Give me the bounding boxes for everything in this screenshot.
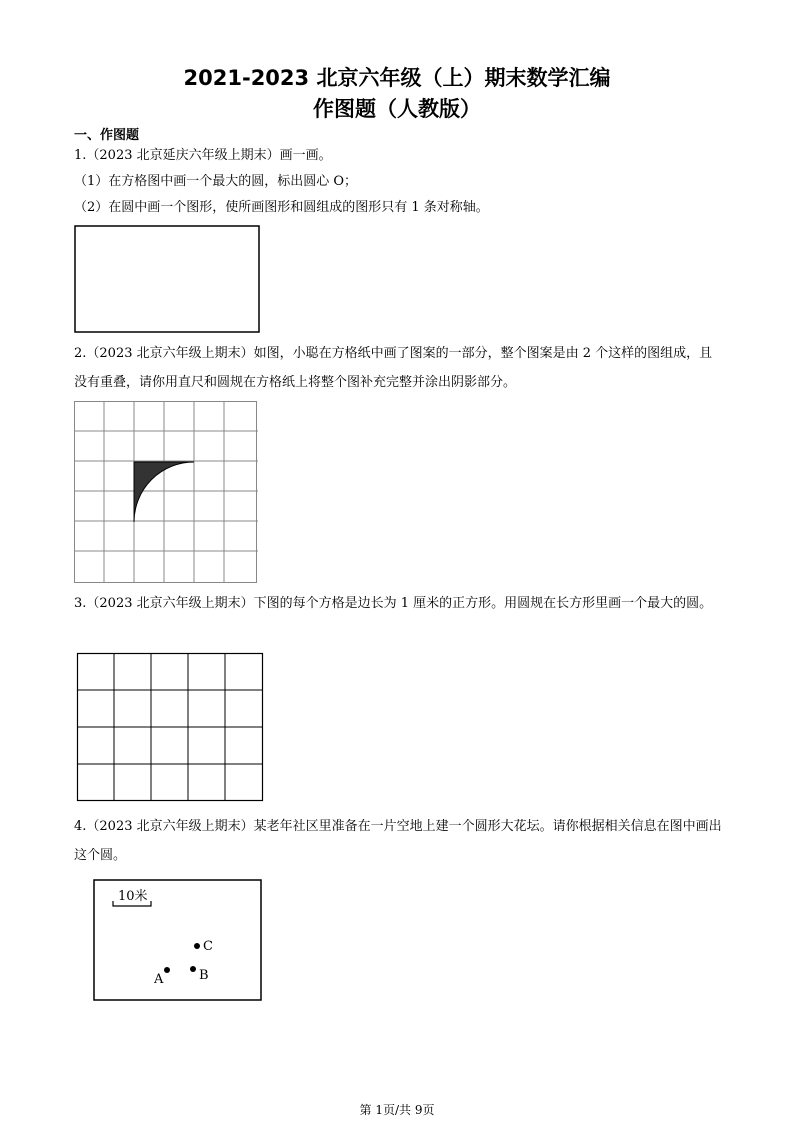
question-3-grid-figure [77,653,263,801]
question-2-grid-figure [74,401,258,583]
point-b-label: B [199,968,209,983]
question-2-text: 2.（2023 北京六年级上期末）如图，小聪在方格纸中画了图案的一部分，整个图案是由 2 个这样的图组成，且没有重叠，请你用直尺和圆规在方格纸上将整个图补充完整并涂出阴影部分。 [74,346,713,390]
point-c-label: C [203,939,213,954]
question-1-text: 1.（2023 北京延庆六年级上期末）画一画。 [74,148,332,163]
question-4-map-figure [93,879,263,1001]
section-heading: 一、作图题 [74,128,140,143]
point-c-dot [194,943,200,949]
page-title: 2021-2023 北京六年级（上）期末数学汇编 [183,66,611,90]
point-b-dot [190,966,196,972]
question-1-part-1: （1）在方格图中画一个最大的圆，标出圆心 O； [74,174,358,189]
question-3-text: 3.（2023 北京六年级上期末）下图的每个方格是边长为 1 厘米的正方形。用圆规在长方形里画一个最大的圆。 [74,596,713,611]
page-subtitle: 作图题（人教版） [313,97,481,121]
point-a-dot [164,967,170,973]
question-1-part-2: （2）在圆中画一个图形，使所画图形和圆组成的图形只有 1 条对称轴。 [74,200,489,215]
question-1-rectangle-figure [74,225,260,333]
scale-label: 10米 [118,889,148,904]
question-4-text: 4.（2023 北京六年级上期末）某老年社区里准备在一片空地上建一个圆形大花坛。请你根据相关信息在图中画出这个圆。 [74,819,722,863]
point-a-label: A [154,972,164,987]
page-number: 第 1页/共 9页 [359,1103,435,1117]
